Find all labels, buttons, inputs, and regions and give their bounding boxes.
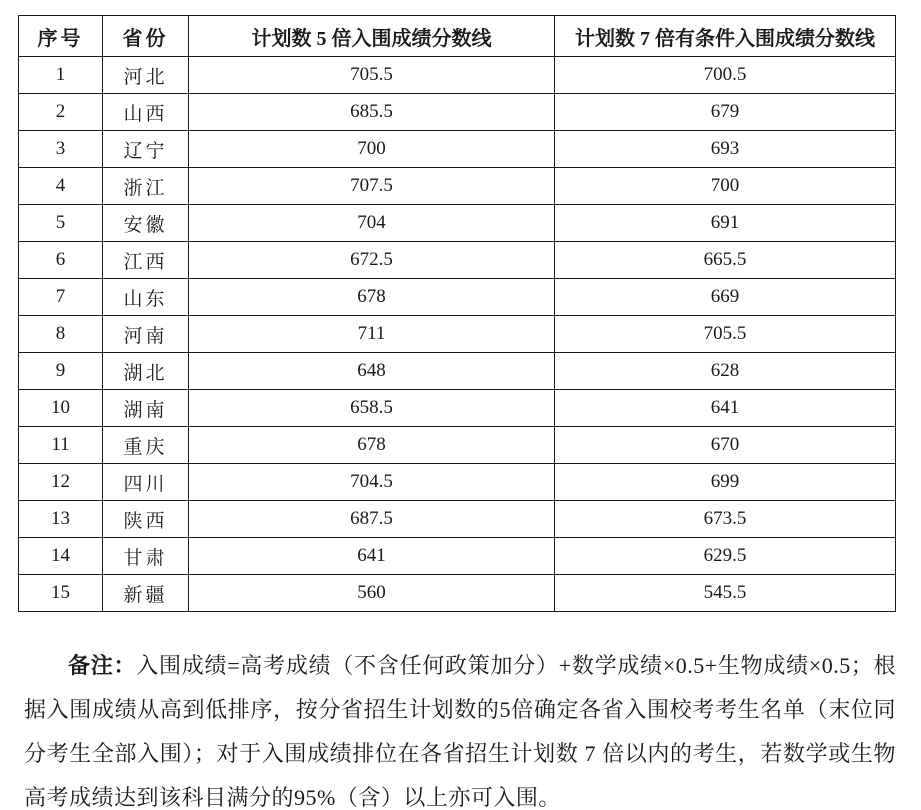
table-row xyxy=(19,168,896,205)
header-serial-number: 序号 xyxy=(19,16,103,57)
serial-number-cell: 10 xyxy=(19,390,103,427)
table-row xyxy=(19,279,896,316)
table-row xyxy=(19,94,896,131)
province-cell: 辽宁 xyxy=(103,131,189,168)
line7-score-cell: 665.5 xyxy=(555,242,896,279)
line5-score-cell: 560 xyxy=(189,575,555,612)
line7-score-cell: 670 xyxy=(555,427,896,464)
line5-score-cell: 704 xyxy=(189,205,555,242)
line5-score-cell: 705.5 xyxy=(189,57,555,94)
table-row xyxy=(19,242,896,279)
province-cell: 甘肃 xyxy=(103,538,189,575)
province-cell: 山西 xyxy=(103,94,189,131)
line7-score-cell: 669 xyxy=(555,279,896,316)
table-row xyxy=(19,57,896,94)
line7-score-cell: 629.5 xyxy=(555,538,896,575)
line5-score-cell: 658.5 xyxy=(189,390,555,427)
table-row xyxy=(19,390,896,427)
line7-score-cell: 705.5 xyxy=(555,316,896,353)
line7-score-cell: 545.5 xyxy=(555,575,896,612)
serial-number-cell: 15 xyxy=(19,575,103,612)
table-row xyxy=(19,316,896,353)
header-line7: 计划数 7 倍有条件入围成绩分数线 xyxy=(555,16,896,57)
table-body xyxy=(19,57,896,612)
line7-score-cell: 628 xyxy=(555,353,896,390)
line5-score-cell: 672.5 xyxy=(189,242,555,279)
serial-number-cell: 14 xyxy=(19,538,103,575)
line5-score-cell: 648 xyxy=(189,353,555,390)
line7-score-cell: 691 xyxy=(555,205,896,242)
table-row xyxy=(19,131,896,168)
line7-score-cell: 641 xyxy=(555,390,896,427)
province-cell: 重庆 xyxy=(103,427,189,464)
province-cell: 湖北 xyxy=(103,353,189,390)
serial-number-cell: 8 xyxy=(19,316,103,353)
line7-score-cell: 673.5 xyxy=(555,501,896,538)
province-cell: 新疆 xyxy=(103,575,189,612)
serial-number-cell: 5 xyxy=(19,205,103,242)
footnote-paragraph xyxy=(24,644,896,810)
line7-score-cell: 679 xyxy=(555,94,896,131)
line5-score-cell: 687.5 xyxy=(189,501,555,538)
footnote-text: 入围成绩=高考成绩（不含任何政策加分）+数学成绩×0.5+生物成绩×0.5；根据入围成绩从高到低排序，按分省招生计划数的5倍确定各省入围校考考生名单（末位同分考生全部入围）；对于入围成绩排位在各省招生计划数 7 倍以内的考生，若数学或生物高考成绩达到该科目满分的95%（含）以上亦可入围。 xyxy=(24,653,896,810)
serial-number-cell: 11 xyxy=(19,427,103,464)
line5-score-cell: 685.5 xyxy=(189,94,555,131)
serial-number-cell: 9 xyxy=(19,353,103,390)
line5-score-cell: 641 xyxy=(189,538,555,575)
province-cell: 山东 xyxy=(103,279,189,316)
table-row xyxy=(19,575,896,612)
serial-number-cell: 1 xyxy=(19,57,103,94)
line5-score-cell: 678 xyxy=(189,279,555,316)
table-row xyxy=(19,464,896,501)
serial-number-cell: 4 xyxy=(19,168,103,205)
province-cell: 湖南 xyxy=(103,390,189,427)
serial-number-cell: 7 xyxy=(19,279,103,316)
footnote-label: 备注： xyxy=(68,653,137,678)
line5-score-cell: 711 xyxy=(189,316,555,353)
table-row xyxy=(19,353,896,390)
line7-score-cell: 700 xyxy=(555,168,896,205)
serial-number-cell: 13 xyxy=(19,501,103,538)
province-cell: 河北 xyxy=(103,57,189,94)
serial-number-cell: 3 xyxy=(19,131,103,168)
serial-number-cell: 2 xyxy=(19,94,103,131)
province-cell: 陕西 xyxy=(103,501,189,538)
line7-score-cell: 700.5 xyxy=(555,57,896,94)
province-cell: 江西 xyxy=(103,242,189,279)
table-row xyxy=(19,205,896,242)
table-row xyxy=(19,427,896,464)
line5-score-cell: 700 xyxy=(189,131,555,168)
serial-number-cell: 12 xyxy=(19,464,103,501)
province-cell: 浙江 xyxy=(103,168,189,205)
line7-score-cell: 693 xyxy=(555,131,896,168)
table-header-row xyxy=(19,16,896,57)
table-row xyxy=(19,538,896,575)
province-cell: 河南 xyxy=(103,316,189,353)
line7-score-cell: 699 xyxy=(555,464,896,501)
province-cell: 安徽 xyxy=(103,205,189,242)
province-cell: 四川 xyxy=(103,464,189,501)
admission-score-table xyxy=(18,15,896,612)
header-province: 省份 xyxy=(103,16,189,57)
serial-number-cell: 6 xyxy=(19,242,103,279)
line5-score-cell: 707.5 xyxy=(189,168,555,205)
line5-score-cell: 678 xyxy=(189,427,555,464)
table-row xyxy=(19,501,896,538)
header-line5: 计划数 5 倍入围成绩分数线 xyxy=(189,16,555,57)
line5-score-cell: 704.5 xyxy=(189,464,555,501)
